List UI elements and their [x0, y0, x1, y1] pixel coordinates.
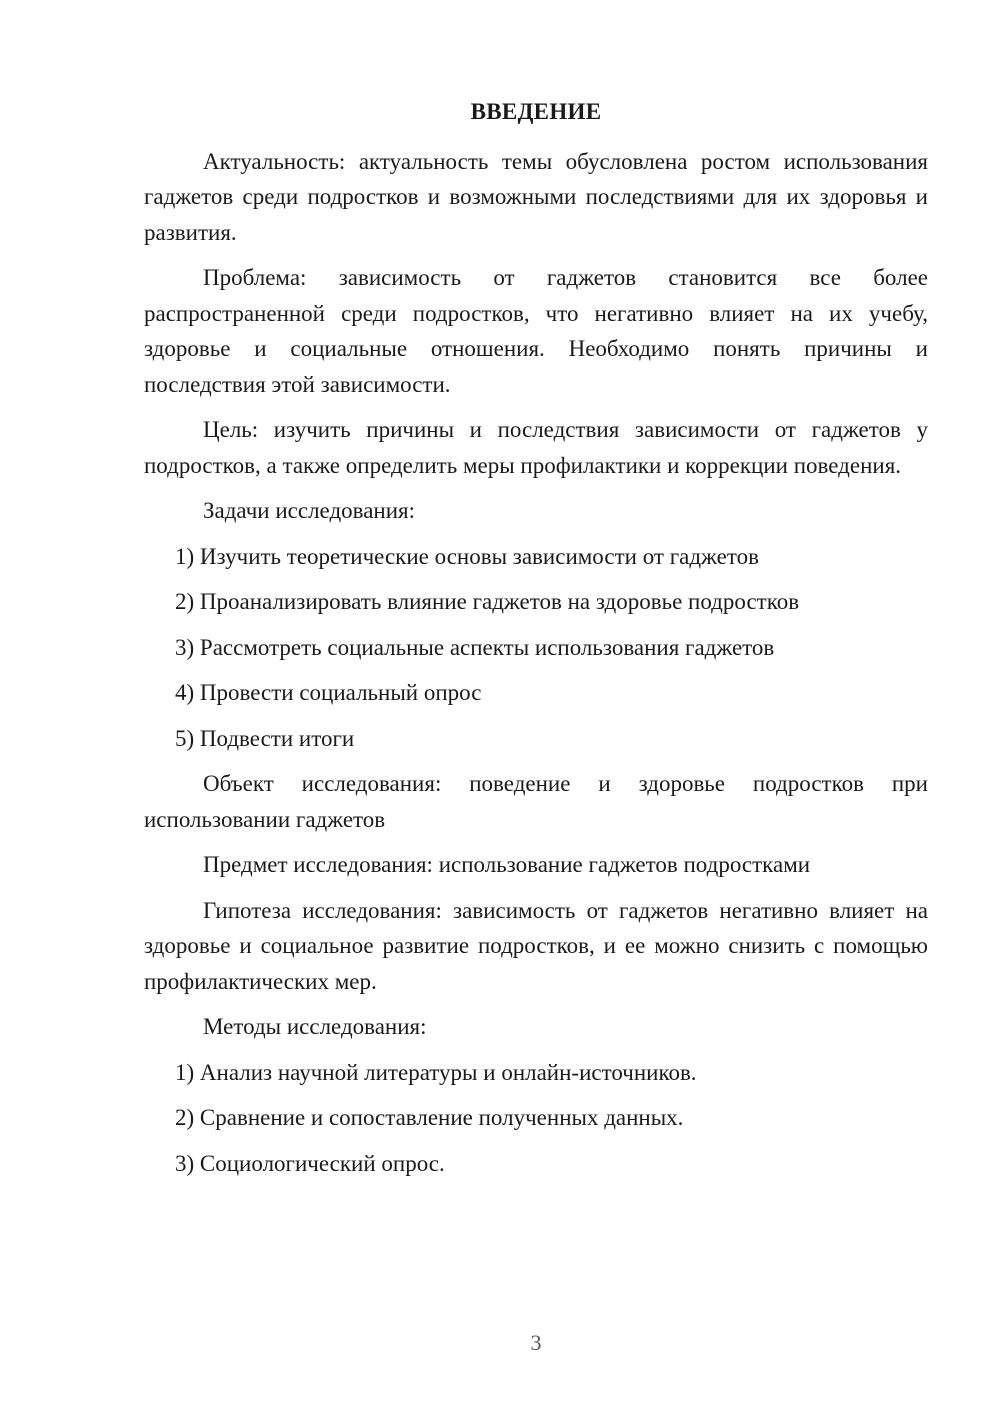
subject-paragraph: Предмет исследования: использование гаджетов подростками — [203, 852, 811, 877]
methods-list — [144, 1055, 928, 1182]
task-item: 1) Изучить теоретические основы зависимости от гаджетов — [175, 543, 759, 569]
problem-paragraph: Проблема: зависимость от гаджетов становится все более распространенной среди подростков, что негативно влияет на их учебу, здоровье и социальные отношения. Необходимо понять причины и последствия этой зависимости. — [144, 265, 928, 397]
object-paragraph: Объект исследования: поведение и здоровье подростков при использовании гаджетов — [144, 771, 928, 832]
method-item: 3) Социологический опрос. — [175, 1150, 445, 1176]
task-item: 4) Провести социальный опрос — [175, 680, 482, 705]
tasks-list — [144, 539, 928, 757]
hypothesis-paragraph: Гипотеза исследования: зависимость от гаджетов негативно влияет на здоровье и социальное развитие подростков, и ее можно снизить с помощью профилактических мер. — [144, 897, 928, 994]
task-item: 5) Подвести итоги — [175, 725, 355, 751]
goal-paragraph: Цель: изучить причины и последствия зависимости от гаджетов у подростков, а также определить меры профилактики и коррекции поведения. — [144, 417, 928, 478]
method-item: 2) Сравнение и сопоставление полученных данных. — [175, 1105, 684, 1130]
methods-title: Методы исследования: — [203, 1014, 427, 1039]
task-item: 2) Проанализировать влияние гаджетов на здоровье подростков — [175, 589, 800, 614]
relevance-paragraph: Актуальность: актуальность темы обусловлена ростом использования гаджетов среди подростков и возможными последствиями для их здоровья и развития. — [144, 148, 928, 245]
page-content — [144, 94, 928, 1191]
page-number: 3 — [530, 1330, 542, 1355]
task-item: 3) Рассмотреть социальные аспекты использования гаджетов — [175, 634, 775, 660]
section-heading: ВВЕДЕНИЕ — [470, 99, 602, 124]
method-item: 1) Анализ научной литературы и онлайн-источников. — [175, 1059, 697, 1085]
tasks-title: Задачи исследования: — [203, 498, 416, 523]
